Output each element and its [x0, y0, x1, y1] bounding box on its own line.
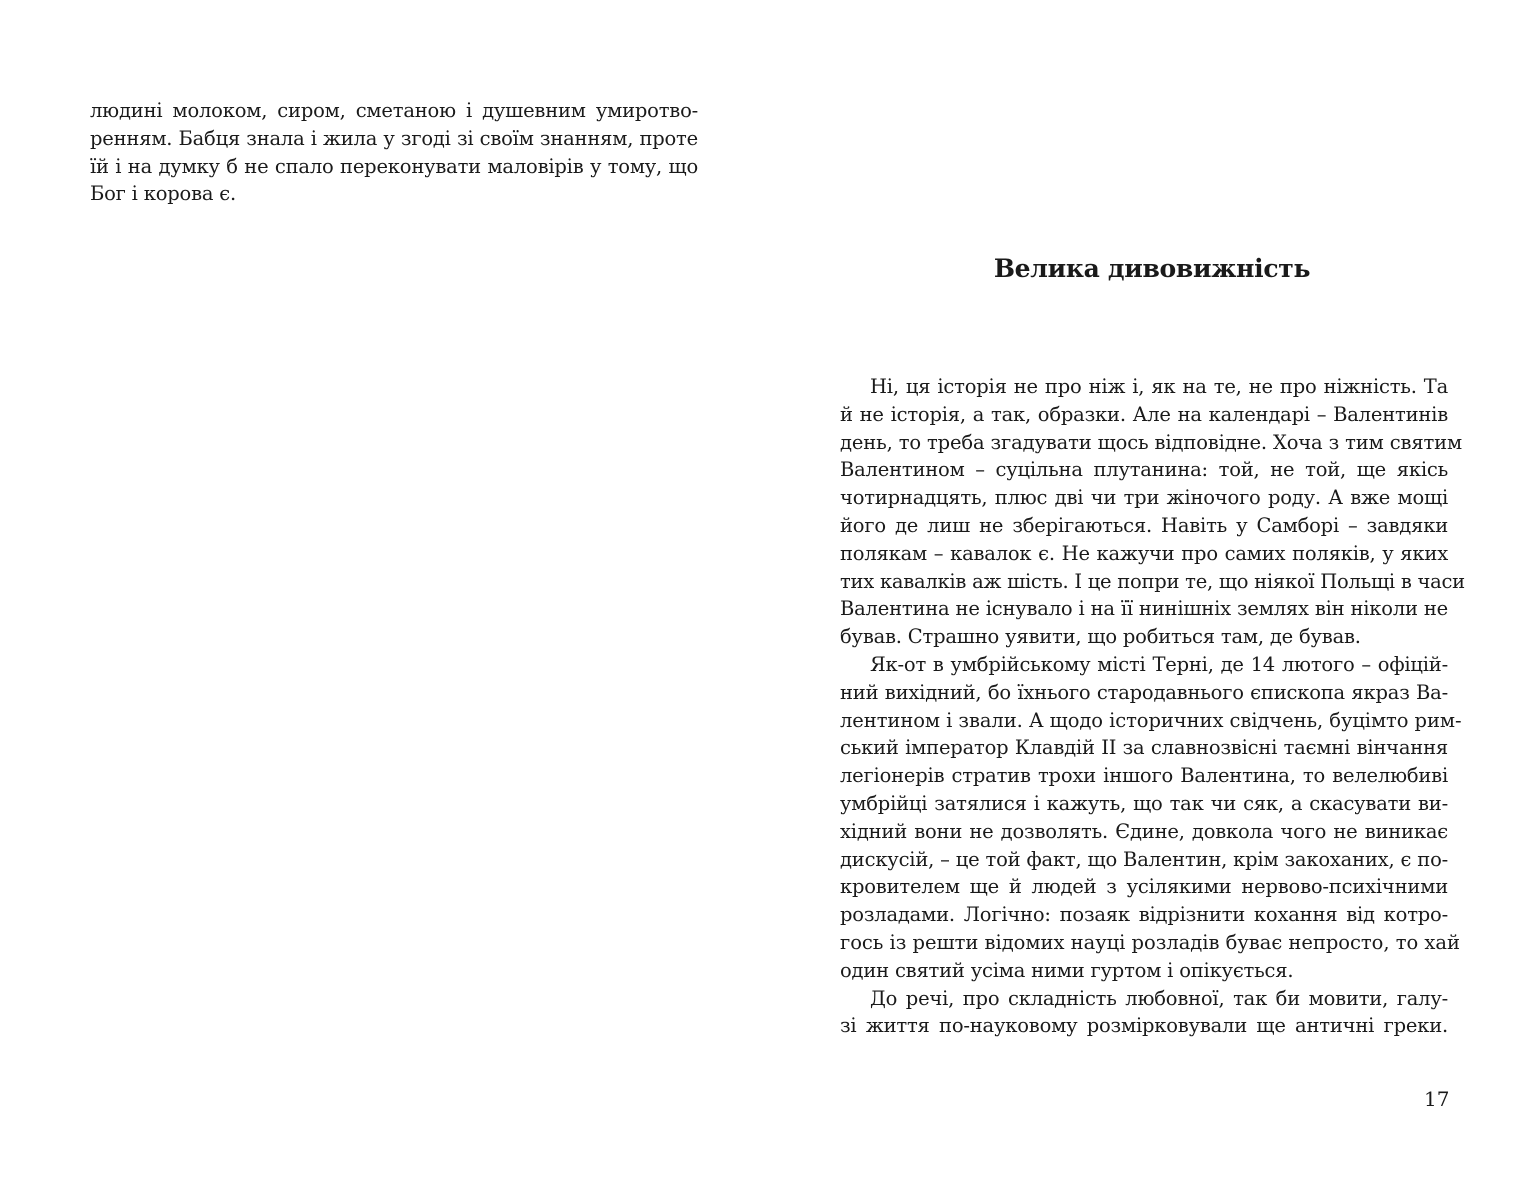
text-line: ренням. Бабця знала і жила у згоді зі своїм знанням, проте: [90, 126, 698, 150]
text-line: полякам – кавалок є. Не кажучи про самих поляків, у яких: [840, 541, 1448, 565]
text-line: кровителем ще й людей з усілякими нервово-психічними: [840, 875, 1448, 899]
text-line: ний вихідний, бо їхнього стародавнього єпископа якраз Ва-: [840, 680, 1448, 704]
paragraph: [840, 651, 1462, 985]
text-line: його де лиш не зберігаються. Навіть у Самборі – завдяки: [840, 513, 1448, 537]
text-line: легіонерів стратив трохи іншого Валентина, то велелюбиві: [840, 764, 1448, 788]
text-line: Валентина не існувало і на її нинішніх землях він ніколи не: [840, 597, 1448, 621]
text-line: людині молоком, сиром, сметаною і душевним умиротво-: [90, 99, 698, 122]
text-line: лентином і звали. А щодо історичних свідчень, буцімто рим-: [840, 708, 1462, 732]
text-line: й не історія, а так, образки. Але на календарі – Валентинів: [840, 402, 1448, 426]
text-line: їй і на думку б не спало переконувати маловірів у тому, що: [90, 154, 698, 178]
text-line: хідний вони не дозволять. Єдине, довкола чого не виникає: [840, 819, 1448, 843]
paragraph: [840, 373, 1465, 651]
chapter-title: Велика дивовижність: [993, 254, 1311, 283]
text-line: Ні, ця історія не про ніж і, як на те, не про ніжність. Та: [870, 375, 1448, 398]
text-line: зі життя по-науковому розмірковували ще античні греки.: [840, 1014, 1448, 1038]
text-line: ський імператор Клавдій II за славнозвісні таємні вінчання: [840, 736, 1448, 760]
text-line: бував. Страшно уявити, що робиться там, де бував.: [840, 625, 1361, 649]
text-line: Валентином – суцільна плутанина: той, не той, ще якісь: [840, 458, 1448, 482]
right-page-text: [840, 373, 1465, 1040]
text-line: день, то треба згадувати щось відповідне. Хоча з тим святим: [840, 430, 1463, 454]
text-line: один святий усіма ними гуртом і опікується.: [840, 958, 1294, 982]
right-page: [768, 0, 1536, 1182]
text-line: дискусій, – це той факт, що Валентин, крім закоханих, є по-: [840, 847, 1448, 871]
text-line: До речі, про складність любовної, так би мовити, галу-: [870, 986, 1448, 1010]
text-line: Як-от в умбрійському місті Терні, де 14 лютого – офіцій-: [870, 652, 1448, 676]
text-line: умбрійці затялися і кажуть, що так чи сяк, а скасувати ви-: [840, 791, 1448, 815]
text-line: чотирнадцять, плюс дві чи три жіночого роду. А вже мощі: [840, 486, 1448, 510]
text-line: Бог і корова є.: [90, 182, 236, 206]
text-line: розладами. Логічно: позаяк відрізнити кохання від котро-: [840, 903, 1448, 927]
text-line: тих кавалків аж шість. І це попри те, що ніякої Польщі в часи: [840, 569, 1465, 593]
text-line: гось із решти відомих науці розладів буває непросто, то хай: [840, 930, 1460, 954]
page-number: 17: [1424, 1087, 1450, 1111]
left-page-text: [90, 97, 698, 208]
paragraph: [840, 985, 1448, 1041]
